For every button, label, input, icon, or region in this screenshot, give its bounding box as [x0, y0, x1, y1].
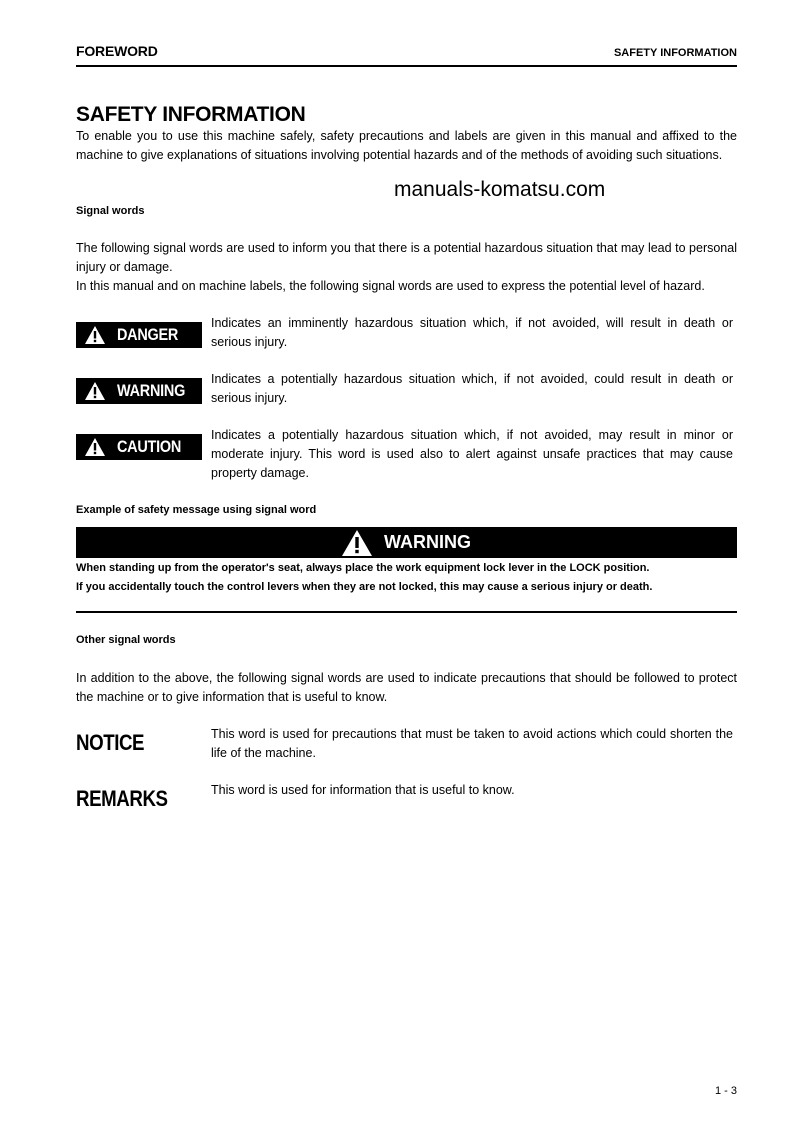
warning-triangle-icon: [342, 530, 372, 556]
page-title: SAFETY INFORMATION: [76, 103, 306, 126]
notice-label: NOTICE: [76, 730, 145, 755]
example-warning-label: WARNING: [384, 532, 471, 552]
watermark: manuals-komatsu.com: [394, 178, 606, 201]
warning-triangle-icon: [85, 438, 105, 456]
notice-description: This word is used for precautions that must be taken to avoid actions which could shorten the life of the machine.: [211, 727, 733, 760]
caution-label: [76, 434, 202, 460]
signal-paragraph-2: In this manual and on machine labels, the following signal words are used to express the potential level of hazard.: [76, 279, 705, 293]
warning-triangle-icon: [85, 326, 105, 344]
warning-label-text: WARNING: [117, 381, 186, 400]
page-number: 1 - 3: [714, 1085, 737, 1097]
example-line-2: If you accidentally touch the control levers when they are not locked, this may cause a serious injury or death.: [76, 581, 653, 593]
remarks-description: This word is used for information that is useful to know.: [211, 783, 515, 797]
caution-label-text: CAUTION: [117, 437, 182, 456]
signal-words-heading: Signal words: [76, 205, 145, 217]
header-rule: [76, 65, 737, 67]
danger-description: Indicates an imminently hazardous situation which, if not avoided, will result in death or serious injury.: [211, 316, 733, 349]
caution-description: Indicates a potentially hazardous situation which, if not avoided, may result in minor or moderate injury. This word is used also to alert against unsafe practices that may cause property damage.: [211, 428, 733, 480]
remarks-label: REMARKS: [76, 786, 168, 811]
header-topic: SAFETY INFORMATION: [613, 47, 737, 59]
example-line-1: When standing up from the operator's seat, always place the work equipment lock lever in the LOCK position.: [76, 562, 650, 574]
example-warning-bar: [76, 527, 737, 558]
warning-label: [76, 378, 202, 404]
warning-triangle-icon: [85, 382, 105, 400]
example-rule: [76, 611, 737, 613]
intro-paragraph: To enable you to use this machine safely, safety precautions and labels are given in this manual and affixed to the machine to give explanations of situations involving potential hazards and of the methods of avoiding such situations.: [76, 129, 737, 162]
warning-description: Indicates a potentially hazardous situation which, if not avoided, could result in death or serious injury.: [211, 372, 733, 405]
danger-label: [76, 322, 202, 348]
header-section: FOREWORD: [76, 43, 158, 59]
other-signal-words-heading: Other signal words: [76, 634, 176, 646]
other-paragraph: In addition to the above, the following signal words are used to indicate precautions that should be followed to protect the machine or to give information that is useful to know.: [76, 671, 737, 704]
signal-paragraph-1: The following signal words are used to inform you that there is a potential hazardous situation that may lead to personal injury or damage.: [76, 241, 737, 274]
example-heading: Example of safety message using signal word: [76, 504, 317, 516]
danger-label-text: DANGER: [117, 325, 179, 344]
